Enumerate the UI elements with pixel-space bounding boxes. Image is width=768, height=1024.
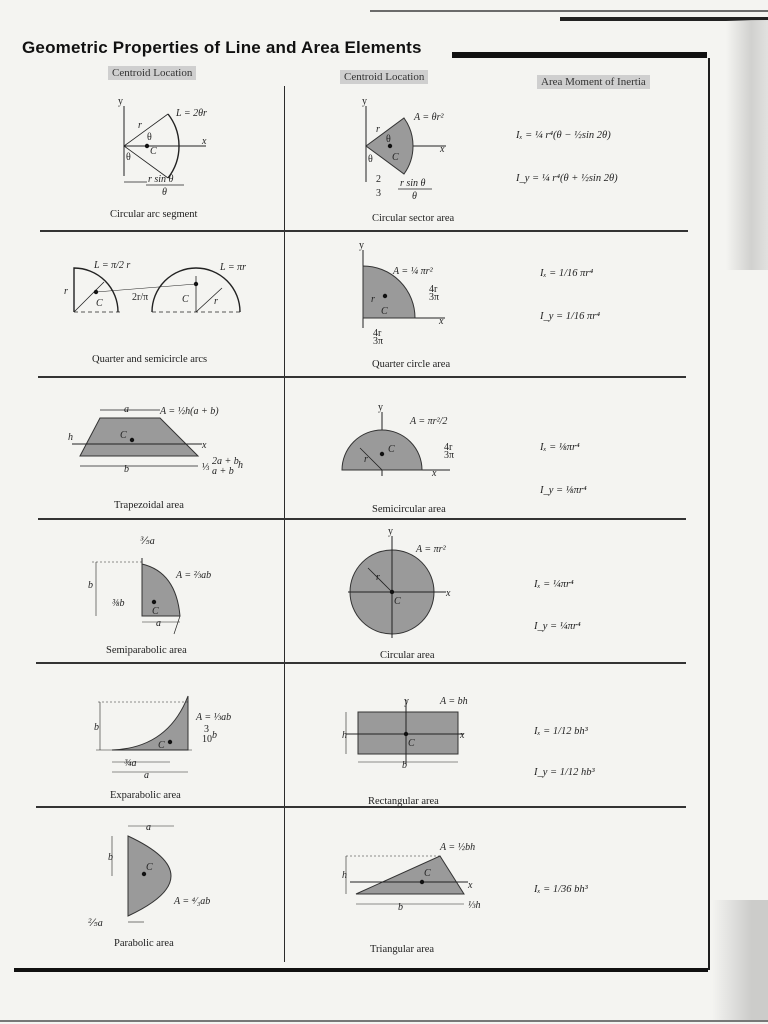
arc-label: θ (162, 187, 167, 198)
expara-label: b (94, 722, 99, 733)
rect-label: h (342, 730, 347, 741)
tri-label: ⅓h (468, 900, 481, 911)
trap-label: 2a + b (212, 456, 239, 467)
trap-label: a + b (212, 466, 234, 477)
trap-label: b (124, 464, 129, 475)
trapezoidal-area-figure (62, 400, 262, 480)
rect-label: x (460, 730, 465, 741)
arc-label: L = 2θr (176, 108, 207, 119)
formula-ix: Iₓ = ¼πr⁴ (534, 579, 574, 590)
caption-parabolic-area: Parabolic area (114, 938, 174, 949)
para-label: A = ⁴⁄₃ab (174, 896, 211, 907)
semi-label: y (378, 402, 383, 413)
rectangular-area-figure (340, 692, 480, 774)
formula-iy: I_y = 1/16 πr⁴ (540, 311, 601, 322)
semiparabolic-area-figure (82, 530, 222, 640)
caption-quarter-circle-area: Quarter circle area (372, 359, 451, 370)
sector-label: θ (368, 154, 373, 165)
caption-semicircular-area: Semicircular area (372, 504, 446, 515)
sector-label: θ (386, 134, 391, 145)
caption-quarter-semicircle-arcs: Quarter and semicircle arcs (92, 354, 208, 365)
triangular-area-figure (340, 838, 490, 918)
qc-label: y (359, 240, 364, 251)
formula-iy: I_y = ¼ r⁴(θ + ½sin 2θ) (516, 173, 618, 184)
caption-exparabolic-area: Exparabolic area (110, 790, 181, 801)
formula-ix: Iₓ = 1/12 bh³ (534, 726, 588, 737)
arc-label: r (138, 120, 142, 131)
page-edge-shadow (726, 20, 768, 270)
circular-sector-area-figure (360, 96, 460, 205)
sector-label: r sin θ (400, 178, 426, 189)
semi-label: A = πr²/2 (410, 416, 448, 427)
para-label: ⅖a (88, 918, 103, 929)
page-title: Geometric Properties of Line and Area Elements (22, 38, 422, 57)
row-divider-1 (40, 230, 688, 232)
formula-ix: Iₓ = 1/16 πr⁴ (540, 268, 594, 279)
tri-label: b (398, 902, 403, 913)
qc-label: C (381, 306, 388, 317)
qc-label: 3π (373, 336, 384, 347)
tri-label: A = ½bh (440, 842, 476, 853)
semi-label: r (364, 454, 368, 465)
expara-label: b (212, 730, 217, 741)
caption-circular-area: Circular area (380, 650, 435, 661)
semi-label: x (432, 468, 437, 479)
caption-circular-sector-area: Circular sector area (372, 213, 455, 224)
trap-label: A = ½h(a + b) (160, 406, 219, 417)
arcs-label: r (214, 296, 218, 307)
formula-ix: Iₓ = ⅛πr⁴ (540, 442, 580, 453)
formula-iy: I_y = 1/12 hb³ (534, 767, 595, 778)
expara-label: C (158, 740, 165, 751)
quarter-circle-area-figure (355, 240, 455, 349)
trap-label: a (124, 404, 129, 415)
quarter-semicircle-arcs-figure (62, 254, 262, 324)
row-divider-2 (38, 376, 686, 378)
semi-label: C (388, 444, 395, 455)
caption-trapezoidal-area: Trapezoidal area (114, 500, 184, 511)
arc-label: θ (147, 132, 152, 143)
expara-label: a (144, 770, 149, 781)
qc-label: r (371, 294, 375, 305)
trap-label: x (202, 440, 207, 451)
circle-label: C (394, 596, 401, 607)
circle-label: y (388, 526, 393, 537)
sector-label: C (392, 152, 399, 163)
tri-label: x (468, 880, 473, 891)
semipara-label: b (88, 580, 93, 591)
trap-label: h (68, 432, 73, 443)
qc-label: 3π (429, 292, 440, 303)
para-label: a (146, 822, 151, 833)
trap-label: h (238, 460, 243, 471)
qc-label: A = ¼ πr² (393, 266, 433, 277)
semipara-label: C (152, 606, 159, 617)
header-area-moment-of-inertia: Area Moment of Inertia (537, 75, 650, 89)
qc-label: 4r (373, 328, 382, 339)
expara-label: A = ⅓ab (196, 712, 232, 723)
exparabolic-area-figure (92, 690, 252, 782)
row-divider-4 (36, 662, 686, 664)
semi-label: 4r (444, 442, 453, 453)
arc-label: y (118, 96, 123, 107)
sector-label: 2 (376, 174, 381, 185)
sector-label: x (440, 144, 445, 155)
rect-label: A = bh (440, 696, 468, 707)
trap-label: C (120, 430, 127, 441)
formula-ix: Iₓ = 1/36 bh³ (534, 884, 588, 895)
parabolic-area-figure (88, 818, 234, 929)
circle-label: r (376, 572, 380, 583)
header-centroid-location-left: Centroid Location (108, 66, 196, 80)
caption-circular-arc-segment: Circular arc segment (110, 209, 198, 220)
caption-rectangular-area: Rectangular area (368, 796, 439, 807)
formula-ix: Iₓ = ¼ r⁴(θ − ½sin 2θ) (516, 130, 611, 141)
arcs-label: r (64, 286, 68, 297)
bottom-edge (0, 1020, 768, 1022)
arcs-label: L = π/2 r (94, 260, 131, 271)
rect-label: y (404, 696, 409, 707)
expara-label: ¾a (124, 758, 137, 769)
para-label: C (146, 862, 153, 873)
formula-iy: I_y = ⅛πr⁴ (540, 485, 587, 496)
circle-label: x (446, 588, 451, 599)
caption-triangular-area: Triangular area (370, 944, 435, 955)
arcs-label: L = πr (220, 262, 247, 273)
rect-label: b (402, 760, 407, 771)
row-divider-5 (36, 806, 686, 808)
semipara-label: ⅜b (112, 598, 125, 609)
qc-label: x (439, 316, 444, 327)
arcs-label: C (182, 294, 189, 305)
column-divider (284, 86, 285, 962)
caption-semiparabolic-area: Semiparabolic area (106, 645, 187, 656)
sector-label: 3 (376, 188, 381, 199)
semicircular-area-figure (338, 404, 468, 484)
sector-label: y (362, 96, 367, 107)
page-edge-shadow-bottom (712, 900, 768, 1020)
qc-label: 4r (429, 284, 438, 295)
top-rule (370, 10, 768, 12)
tri-label: C (424, 868, 431, 879)
semipara-label: A = ⅔ab (176, 570, 212, 581)
circular-area-figure (346, 528, 466, 646)
row-divider-3 (38, 518, 686, 520)
expara-label: 10 (202, 734, 212, 745)
formula-iy: I_y = ¼πr⁴ (534, 621, 581, 632)
semipara-label: ⅗a (140, 536, 155, 547)
trap-label: ⅓ (202, 462, 210, 473)
arc-label: r sin θ (148, 174, 174, 185)
semi-label: 3π (444, 450, 455, 461)
circle-label: A = πr² (416, 544, 446, 555)
arcs-label: 2r/π (132, 292, 149, 303)
header-centroid-location-mid: Centroid Location (340, 70, 428, 84)
tri-label: h (342, 870, 347, 881)
sector-label: r (376, 124, 380, 135)
bottom-rule (14, 968, 708, 972)
sector-label: θ (412, 191, 417, 202)
para-label: b (108, 852, 113, 863)
semipara-label: a (156, 618, 161, 629)
arc-label: C (150, 146, 157, 157)
expara-label: 3 (204, 724, 209, 735)
circular-arc-segment-figure (110, 96, 230, 206)
arc-label: x (202, 136, 207, 147)
rect-label: C (408, 738, 415, 749)
sector-label: A = θr² (414, 112, 444, 123)
arcs-label: C (96, 298, 103, 309)
arc-label: θ (126, 152, 131, 163)
